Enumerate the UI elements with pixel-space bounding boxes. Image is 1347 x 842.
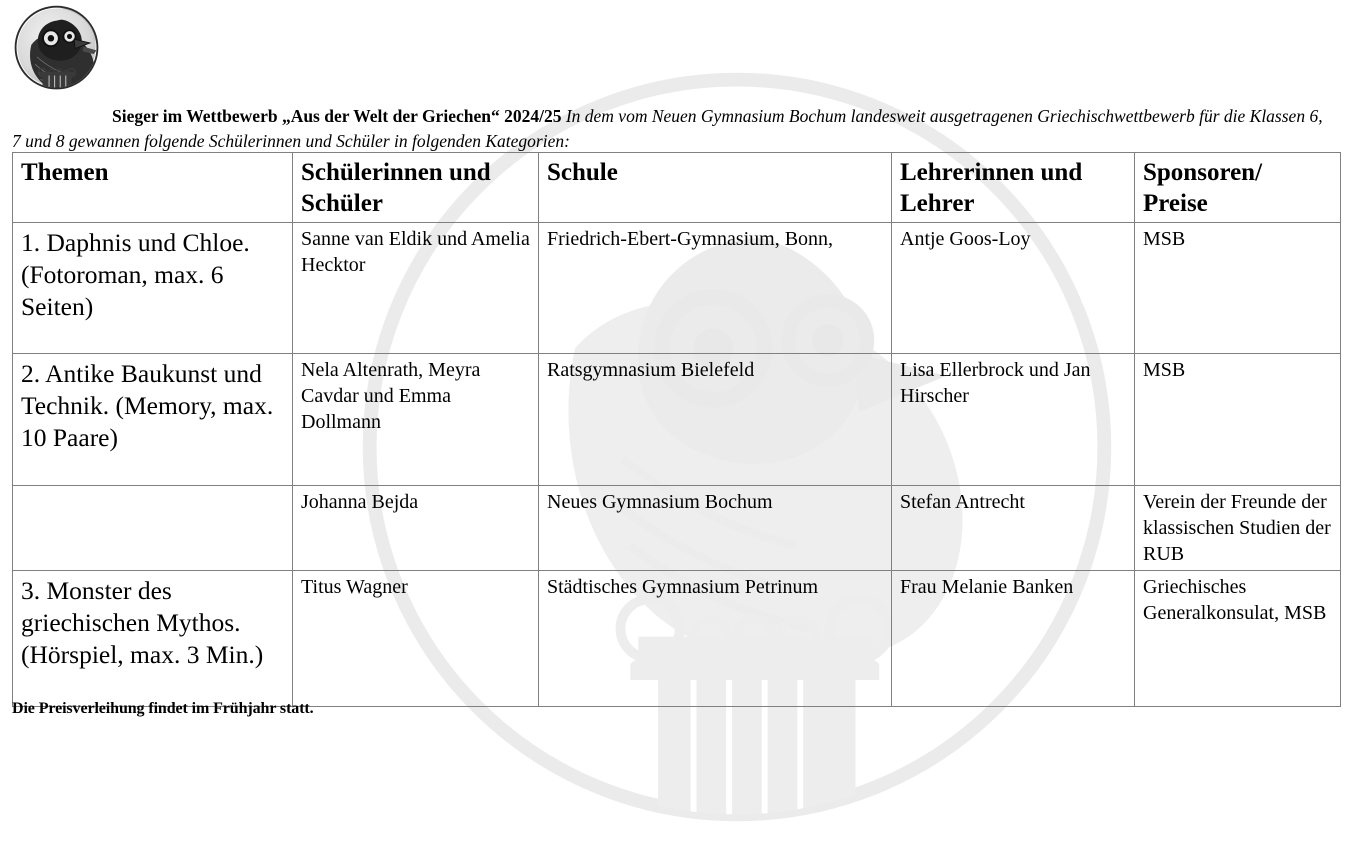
column-header-schuelerinnen: Schülerinnen und Schüler (293, 153, 539, 223)
cell-teachers: Lisa Ellerbrock und Jan Hirscher (892, 354, 1135, 486)
cell-school: Städtisches Gymnasium Petrinum (539, 571, 892, 707)
cell-topic: 2. Antike Baukunst und Technik. (Memory, max. 10 Paare) (13, 354, 293, 486)
cell-students: Titus Wagner (293, 571, 539, 707)
column-header-schule: Schule (539, 153, 892, 223)
table-header-row (13, 153, 1341, 223)
cell-sponsors: Verein der Freunde der klassischen Studien der RUB (1135, 486, 1341, 571)
cell-school: Neues Gymnasium Bochum (539, 486, 892, 571)
cell-sponsors: Griechisches Generalkonsulat, MSB (1135, 571, 1341, 707)
winners-table (12, 152, 1341, 707)
table-row (13, 571, 1341, 707)
cell-topic (13, 486, 293, 571)
competition-title: Sieger im Wettbewerb „Aus der Welt der Griechen“ 2024/25 (112, 105, 562, 126)
cell-students: Nela Altenrath, Meyra Cavdar und Emma Dollmann (293, 354, 539, 486)
cell-school: Friedrich-Ebert-Gymnasium, Bonn, (539, 223, 892, 354)
owl-emblem-logo (8, 2, 105, 95)
award-ceremony-note: Die Preisverleihung findet im Frühjahr statt. (12, 700, 314, 717)
intro-body-text: In dem vom Neuen Gymnasium Bochum landesweit ausgetragenen Griechischwettbewerb für die Klassen 6, 7 und 8 gewannen folgende Schülerinnen und Schüler in folgenden Kategorien: (12, 105, 1323, 151)
cell-teachers: Antje Goos-Loy (892, 223, 1135, 354)
table-row (13, 486, 1341, 571)
cell-topic: 1. Daphnis und Chloe. (Fotoroman, max. 6 Seiten) (13, 223, 293, 354)
intro-paragraph (12, 104, 1335, 154)
table-row (13, 223, 1341, 354)
cell-teachers: Frau Melanie Banken (892, 571, 1135, 707)
cell-students: Sanne van Eldik und Amelia Hecktor (293, 223, 539, 354)
table-row (13, 354, 1341, 486)
column-header-sponsoren: Sponsoren/ Preise (1135, 153, 1341, 223)
cell-school: Ratsgymnasium Bielefeld (539, 354, 892, 486)
cell-sponsors: MSB (1135, 223, 1341, 354)
cell-students: Johanna Bejda (293, 486, 539, 571)
cell-sponsors: MSB (1135, 354, 1341, 486)
column-header-themen: Themen (13, 153, 293, 223)
column-header-lehrerinnen: Lehrerinnen und Lehrer (892, 153, 1135, 223)
cell-topic: 3. Monster des griechischen Mythos. (Hörspiel, max. 3 Min.) (13, 571, 293, 707)
cell-teachers: Stefan Antrecht (892, 486, 1135, 571)
